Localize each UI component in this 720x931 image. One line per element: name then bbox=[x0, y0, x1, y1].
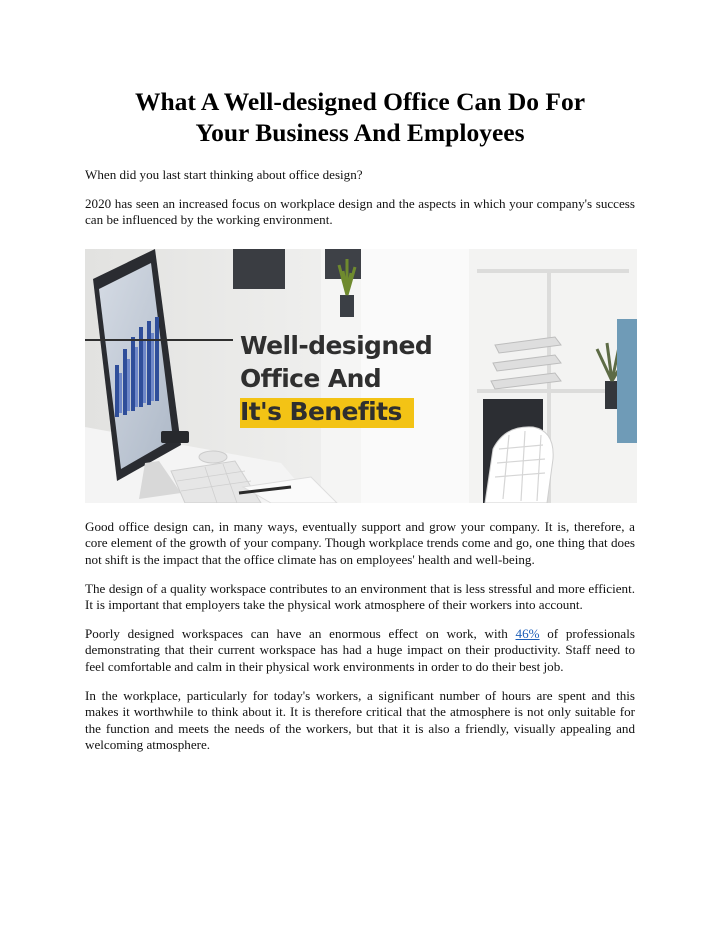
hero-caption-line-3: It's Benefits bbox=[240, 398, 414, 428]
hero-caption bbox=[240, 329, 432, 428]
article-title-line-2: Your Business And Employees bbox=[195, 118, 525, 147]
paragraph-poorly-designed-end: of professionals demonstrating that their current workspace has had a huge impact on their productivity. Staff need to feel comfortable and calm in their physical work environments in order to do their best job. bbox=[85, 625, 635, 674]
article-title-line-1: What A Well-designed Office Can Do For bbox=[134, 87, 586, 116]
article-title bbox=[85, 86, 635, 148]
paragraph-poorly-designed-start: Poorly designed workspaces can have an enormous effect on work, with bbox=[85, 625, 516, 641]
paragraph-quality-workspace: The design of a quality workspace contributes to an environment that is less stressful and more efficient. It is important that employers take the physical work atmosphere of their workers into account. bbox=[85, 580, 635, 613]
paragraph-2020: 2020 has seen an increased focus on workplace design and the aspects in which your company's success can be influenced by the working environment. bbox=[85, 195, 635, 228]
article bbox=[85, 86, 635, 754]
paragraph-poorly-designed bbox=[85, 626, 635, 676]
hero-image bbox=[85, 249, 637, 503]
hero-caption-line-1: Well-designed bbox=[240, 330, 433, 360]
paragraph-workplace: In the workplace, particularly for today's workers, a significant number of hours are spent and this makes it worthwhile to think about it. It is therefore critical that the atmosphere is not only suitable for the function and meets the needs of the workers, but that it is also a friendly, visually appealing and welcoming atmosphere. bbox=[85, 687, 635, 753]
intro-question: When did you last start thinking about office design? bbox=[85, 167, 363, 182]
paragraph-good-design: Good office design can, in many ways, eventually support and grow your company. It is, therefore, a core element of the growth of your company. Though workplace trends come and go, one thing that does not shift is the impact that the office climate has on employees' health and well-being. bbox=[85, 518, 635, 567]
statistic-link[interactable]: 46% bbox=[515, 625, 540, 641]
hero-caption-line-2: Office And bbox=[240, 363, 382, 393]
